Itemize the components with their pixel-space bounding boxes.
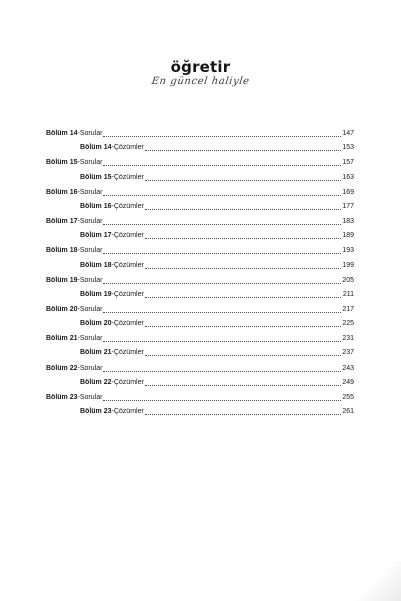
toc-chapter-label: Bölüm 16 xyxy=(46,188,78,196)
toc-section-label: Sorular xyxy=(79,218,103,226)
toc-entry-solutions[interactable] xyxy=(46,172,354,182)
toc-dot-leader xyxy=(103,312,341,313)
toc-entry-questions[interactable] xyxy=(46,188,354,198)
toc-page-number: 157 xyxy=(342,159,354,167)
toc-page-number: 169 xyxy=(342,188,354,196)
page-corner-shadow xyxy=(341,561,401,601)
toc-dot-leader xyxy=(145,180,341,181)
toc-section-label: Sorular xyxy=(79,276,103,284)
toc-dot-leader xyxy=(103,136,341,137)
toc-section-label: Çözümler xyxy=(113,202,144,210)
toc-section-label: Çözümler xyxy=(113,290,144,298)
toc-dot-leader xyxy=(145,268,341,269)
toc-chapter-label: Bölüm 20 xyxy=(80,320,112,328)
toc-dot-leader xyxy=(145,326,341,327)
toc-section-label: Sorular xyxy=(79,335,103,343)
toc-dot-leader xyxy=(103,341,341,342)
toc-entry-solutions[interactable] xyxy=(46,143,354,153)
toc-chapter-label: Bölüm 18 xyxy=(80,261,112,269)
toc-chapter-label: Bölüm 16 xyxy=(80,202,112,210)
toc-section-label: Çözümler xyxy=(113,261,144,269)
table-of-contents xyxy=(46,129,354,422)
toc-dot-leader xyxy=(103,224,341,225)
toc-section-label: Sorular xyxy=(79,305,103,313)
toc-page-number: 225 xyxy=(342,320,354,328)
toc-page-number: 261 xyxy=(342,408,354,416)
toc-entry-questions[interactable] xyxy=(46,305,354,315)
toc-separator: - xyxy=(111,290,114,298)
toc-chapter-label: Bölüm 18 xyxy=(46,247,78,255)
toc-section-label: Çözümler xyxy=(113,173,144,181)
toc-dot-leader xyxy=(103,253,341,254)
toc-chapter-label: Bölüm 15 xyxy=(80,173,112,181)
toc-entry-questions[interactable] xyxy=(46,158,354,168)
toc-page-number: 147 xyxy=(342,130,354,138)
toc-separator: - xyxy=(77,159,80,167)
toc-page-number: 231 xyxy=(342,335,354,343)
toc-section-label: Çözümler xyxy=(113,408,144,416)
toc-section-label: Çözümler xyxy=(113,378,144,386)
toc-page-number: 237 xyxy=(342,349,354,357)
toc-chapter-label: Bölüm 22 xyxy=(46,364,78,372)
toc-chapter-label: Bölüm 14 xyxy=(46,130,78,138)
toc-entry-solutions[interactable] xyxy=(46,348,354,358)
toc-dot-leader xyxy=(103,371,341,372)
toc-chapter-group xyxy=(46,305,354,334)
toc-page-number: 193 xyxy=(342,247,354,255)
toc-page-number: 217 xyxy=(342,305,354,313)
toc-dot-leader xyxy=(145,414,341,415)
toc-dot-leader xyxy=(145,355,341,356)
toc-chapter-group xyxy=(46,217,354,246)
toc-chapter-label: Bölüm 19 xyxy=(80,290,112,298)
toc-separator: - xyxy=(77,276,80,284)
toc-separator: - xyxy=(111,320,114,328)
toc-dot-leader xyxy=(103,400,341,401)
toc-chapter-group xyxy=(46,158,354,187)
toc-page-number: 153 xyxy=(342,144,354,152)
toc-section-label: Sorular xyxy=(79,130,103,138)
toc-page-number: 243 xyxy=(342,364,354,372)
toc-dot-leader xyxy=(103,165,341,166)
toc-chapter-group xyxy=(46,246,354,275)
toc-section-label: Çözümler xyxy=(113,349,144,357)
toc-separator: - xyxy=(77,335,80,343)
toc-section-label: Sorular xyxy=(79,247,103,255)
toc-chapter-label: Bölüm 15 xyxy=(46,159,78,167)
toc-section-label: Sorular xyxy=(79,393,103,401)
toc-dot-leader xyxy=(145,209,341,210)
toc-separator: - xyxy=(77,364,80,372)
toc-separator: - xyxy=(77,218,80,226)
toc-page-number: 183 xyxy=(342,218,354,226)
toc-separator: - xyxy=(77,247,80,255)
toc-entry-solutions[interactable] xyxy=(46,231,354,241)
toc-separator: - xyxy=(111,408,114,416)
toc-separator: - xyxy=(111,144,114,152)
toc-chapter-label: Bölüm 22 xyxy=(80,378,112,386)
toc-separator: - xyxy=(111,173,114,181)
toc-page-number: 199 xyxy=(342,261,354,269)
toc-chapter-label: Bölüm 23 xyxy=(80,408,112,416)
toc-separator: - xyxy=(77,130,80,138)
toc-chapter-label: Bölüm 23 xyxy=(46,393,78,401)
toc-section-label: Sorular xyxy=(79,188,103,196)
toc-chapter-group xyxy=(46,363,354,392)
toc-chapter-group xyxy=(46,393,354,422)
toc-section-label: Çözümler xyxy=(113,144,144,152)
toc-chapter-group xyxy=(46,275,354,304)
toc-separator: - xyxy=(111,378,114,386)
toc-chapter-group xyxy=(46,129,354,158)
toc-entry-questions[interactable] xyxy=(46,129,354,139)
brand-slogan: En güncel haliyle xyxy=(150,76,251,87)
toc-separator: - xyxy=(77,188,80,196)
toc-page-number: 177 xyxy=(342,202,354,210)
toc-entry-questions[interactable] xyxy=(46,363,354,373)
toc-entry-questions[interactable] xyxy=(46,393,354,403)
toc-chapter-label: Bölüm 17 xyxy=(80,232,112,240)
toc-page-number: 211 xyxy=(342,290,354,298)
toc-dot-leader xyxy=(145,297,341,298)
toc-entry-questions[interactable] xyxy=(46,275,354,285)
toc-page-number: 255 xyxy=(342,393,354,401)
toc-chapter-label: Bölüm 21 xyxy=(80,349,112,357)
toc-entry-questions[interactable] xyxy=(46,334,354,344)
toc-page-number: 249 xyxy=(342,378,354,386)
toc-chapter-group xyxy=(46,188,354,217)
toc-section-label: Çözümler xyxy=(113,232,144,240)
toc-section-label: Sorular xyxy=(79,364,103,372)
brand-name: öğretir xyxy=(170,58,231,76)
toc-dot-leader xyxy=(145,150,341,151)
toc-chapter-label: Bölüm 20 xyxy=(46,305,78,313)
toc-entry-solutions[interactable] xyxy=(46,260,354,270)
toc-page-number: 189 xyxy=(342,232,354,240)
toc-dot-leader xyxy=(103,283,341,284)
toc-separator: - xyxy=(77,393,80,401)
toc-separator: - xyxy=(111,232,114,240)
toc-dot-leader xyxy=(103,195,341,196)
toc-chapter-label: Bölüm 19 xyxy=(46,276,78,284)
brand-logo xyxy=(0,58,401,88)
toc-entry-solutions[interactable] xyxy=(46,290,354,300)
toc-entry-solutions[interactable] xyxy=(46,378,354,388)
toc-entry-questions[interactable] xyxy=(46,246,354,256)
toc-separator: - xyxy=(111,261,114,269)
toc-entry-solutions[interactable] xyxy=(46,202,354,212)
toc-chapter-label: Bölüm 14 xyxy=(80,144,112,152)
toc-chapter-group xyxy=(46,334,354,363)
toc-entry-questions[interactable] xyxy=(46,217,354,227)
toc-dot-leader xyxy=(145,385,341,386)
toc-chapter-label: Bölüm 21 xyxy=(46,335,78,343)
toc-entry-solutions[interactable] xyxy=(46,407,354,417)
toc-section-label: Sorular xyxy=(79,159,103,167)
toc-separator: - xyxy=(77,305,80,313)
toc-chapter-label: Bölüm 17 xyxy=(46,218,78,226)
toc-section-label: Çözümler xyxy=(113,320,144,328)
toc-separator: - xyxy=(111,349,114,357)
toc-separator: - xyxy=(111,202,114,210)
toc-entry-solutions[interactable] xyxy=(46,319,354,329)
toc-page-number: 205 xyxy=(342,276,354,284)
toc-page-number: 163 xyxy=(342,173,354,181)
toc-dot-leader xyxy=(145,238,341,239)
